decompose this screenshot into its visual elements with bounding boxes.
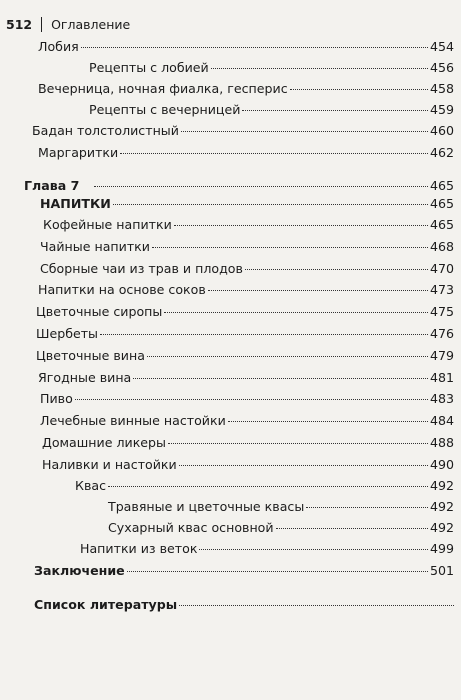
dot-leader	[147, 356, 428, 357]
toc-entry-title: Чайные напитки	[40, 239, 150, 254]
toc-entry-title: Домашние ликеры	[42, 435, 166, 450]
dot-leader	[164, 312, 428, 313]
toc-entry[interactable]	[38, 281, 454, 299]
toc-entry-title: Напитки из веток	[80, 541, 198, 556]
toc-entry[interactable]	[108, 498, 454, 516]
toc-entry-page: 459	[429, 102, 454, 117]
dot-leader	[211, 68, 428, 69]
dot-leader	[276, 528, 428, 529]
toc-entry[interactable]	[43, 216, 454, 234]
toc-entry[interactable]	[108, 519, 454, 537]
toc-entry-title: Цветочные вина	[36, 348, 145, 363]
toc-entry-page: 475	[429, 304, 454, 319]
dot-leader	[179, 605, 454, 606]
toc-entry[interactable]	[34, 562, 454, 580]
page-number: 512	[6, 17, 33, 32]
toc-entry-title: Бадан толстолистный	[32, 123, 179, 138]
chapter-label: Глава 7	[24, 178, 80, 193]
toc-entry-page: 460	[429, 123, 454, 138]
dot-leader	[94, 186, 428, 187]
chapter-heading	[24, 177, 79, 195]
toc-entry-title: Рецепты с лобией	[89, 60, 209, 75]
running-title: Оглавление	[51, 17, 131, 32]
toc-entry-title: Пиво	[40, 391, 73, 406]
toc-entry-page: 492	[429, 499, 454, 514]
dot-leader	[290, 89, 428, 90]
chapter-heading-page: 465	[429, 178, 454, 193]
toc-entry[interactable]	[40, 238, 454, 256]
toc-entry-page: 473	[429, 282, 454, 297]
toc-entry-title: Кофейные напитки	[43, 217, 172, 232]
toc-entry-page: 470	[429, 261, 454, 276]
toc-entry-page: 454	[429, 39, 454, 54]
toc-entry[interactable]	[80, 540, 454, 558]
dot-leader	[245, 269, 428, 270]
toc-entry[interactable]	[34, 596, 454, 614]
toc-entry-title: Наливки и настойки	[42, 457, 177, 472]
dot-leader	[174, 225, 428, 226]
toc-entry-title: Заключение	[34, 563, 125, 578]
dot-leader	[152, 247, 428, 248]
dot-leader	[168, 443, 428, 444]
toc-entry-page: 465	[429, 217, 454, 232]
toc-entry-page: 479	[429, 348, 454, 363]
dot-leader	[181, 131, 428, 132]
dot-leader	[199, 549, 428, 550]
dot-leader	[81, 47, 428, 48]
toc-entry-title: Вечерница, ночная фиалка, гесперис	[38, 81, 288, 96]
toc-entry-page: 483	[429, 391, 454, 406]
toc-entry[interactable]	[38, 369, 454, 387]
toc-entry-title: Квас	[75, 478, 107, 493]
chapter-title: НАПИТКИ	[40, 196, 111, 211]
toc-entry[interactable]	[42, 456, 454, 474]
toc-entry-title: Напитки на основе соков	[38, 282, 206, 297]
dot-leader	[306, 507, 428, 508]
toc-entry-title: Сборные чаи из трав и плодов	[40, 261, 243, 276]
toc-entry[interactable]	[32, 122, 454, 140]
toc-entry-title: Травяные и цветочные квасы	[108, 499, 305, 514]
toc-entry-title: Ягодные вина	[38, 370, 132, 385]
toc-entry-title: Рецепты с вечерницей	[89, 102, 241, 117]
toc-entry-page: 462	[429, 145, 454, 160]
toc-entry[interactable]	[36, 325, 454, 343]
toc-entry[interactable]	[36, 303, 454, 321]
toc-entry[interactable]	[36, 347, 454, 365]
chapter-heading-row	[92, 177, 454, 195]
toc-entry-page: 490	[429, 457, 454, 472]
dot-leader	[75, 399, 428, 400]
toc-entry-page: 481	[429, 370, 454, 385]
toc-entry[interactable]	[38, 38, 454, 56]
toc-entry[interactable]	[40, 412, 454, 430]
toc-entry-title: Список литературы	[34, 597, 178, 612]
toc-entry-page: 456	[429, 60, 454, 75]
toc-entry-page: 488	[429, 435, 454, 450]
dot-leader	[242, 110, 428, 111]
dot-leader	[228, 421, 428, 422]
toc-entry-title: Лобия	[38, 39, 79, 54]
toc-entry[interactable]	[38, 80, 454, 98]
dot-leader	[127, 571, 428, 572]
toc-entry-title: Маргаритки	[38, 145, 119, 160]
dot-leader	[120, 153, 428, 154]
toc-entry-title: Лечебные винные настойки	[40, 413, 226, 428]
toc-entry-title: Цветочные сиропы	[36, 304, 163, 319]
dot-leader	[133, 378, 428, 379]
toc-entry-title: Сухарный квас основной	[108, 520, 274, 535]
toc-entry[interactable]	[42, 434, 454, 452]
chapter-title-row	[40, 195, 454, 213]
toc-entry[interactable]	[38, 144, 454, 162]
toc-entry-page: 468	[429, 239, 454, 254]
dot-leader	[179, 465, 428, 466]
toc-entry-page: 492	[429, 478, 454, 493]
toc-entry-page: 458	[429, 81, 454, 96]
toc-entry-page: 499	[429, 541, 454, 556]
dot-leader	[100, 334, 428, 335]
toc-entry[interactable]	[89, 59, 454, 77]
toc-entry-page: 476	[429, 326, 454, 341]
toc-entry[interactable]	[40, 260, 454, 278]
dot-leader	[208, 290, 428, 291]
toc-entry[interactable]	[89, 101, 454, 119]
chapter-page: 465	[429, 196, 454, 211]
toc-entry-title: Шербеты	[36, 326, 99, 341]
dot-leader	[108, 486, 428, 487]
toc-entry-page: 492	[429, 520, 454, 535]
toc-entry-page: 501	[429, 563, 454, 578]
toc-entry[interactable]	[75, 477, 454, 495]
dot-leader	[113, 204, 428, 205]
toc-entry-page: 484	[429, 413, 454, 428]
toc-entry[interactable]	[40, 390, 454, 408]
